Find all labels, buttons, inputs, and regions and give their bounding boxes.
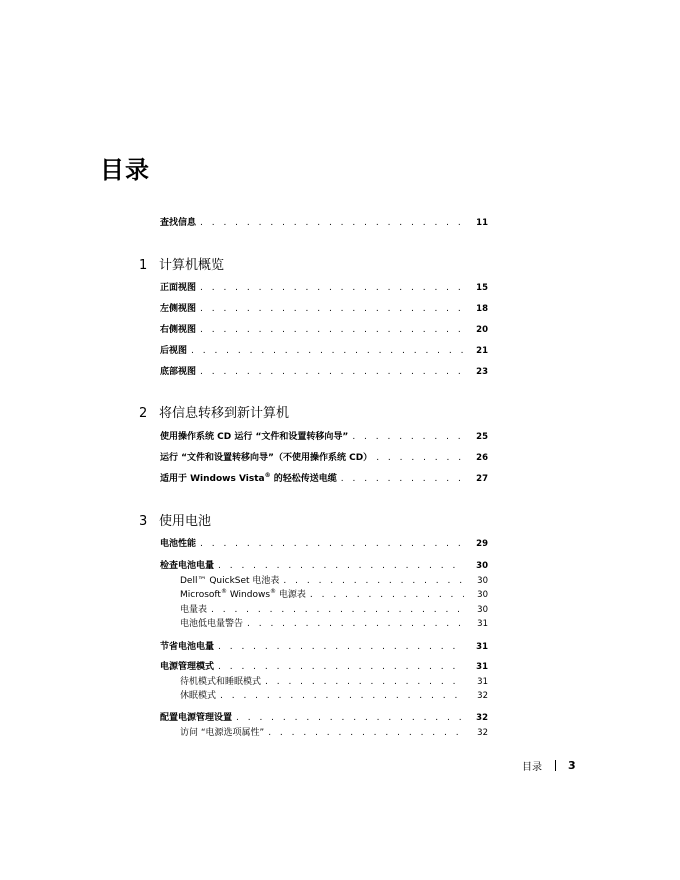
toc-entry[interactable] — [160, 452, 488, 464]
toc-entry-title: 查找信息 — [160, 218, 197, 228]
chapter-number: 1 — [139, 258, 148, 273]
toc-entry[interactable] — [160, 345, 488, 357]
toc-entry-page: 31 — [476, 662, 488, 672]
toc-entry[interactable] — [160, 641, 488, 653]
dot-leader — [218, 560, 464, 572]
toc-entry-title: 待机模式和睡眠模式 — [180, 677, 262, 687]
dot-leader — [376, 452, 464, 464]
dot-leader — [200, 217, 464, 229]
toc-entry-page: 26 — [476, 453, 488, 463]
toc-entry-page: 15 — [476, 283, 488, 293]
toc-entry-page: 18 — [476, 304, 488, 314]
chapter-heading-2[interactable] — [139, 406, 289, 422]
dot-leader — [247, 618, 464, 630]
toc-entry-page: 21 — [476, 346, 488, 356]
toc-entry-page: 30 — [476, 561, 488, 571]
toc-entry-title: 运行 “文件和设置转移向导”（不使用操作系统 CD） — [160, 453, 373, 463]
toc-entry-title: 适用于 Windows Vista® 的轻松传送电缆 — [160, 472, 337, 484]
dot-leader — [200, 324, 464, 336]
toc-entry-title: 电池低电量警告 — [180, 619, 244, 629]
dot-leader — [352, 431, 464, 443]
toc-entry-page: 31 — [477, 677, 488, 687]
toc-subentry[interactable] — [180, 575, 488, 587]
toc-entry-title: 电量表 — [180, 605, 208, 615]
toc-entry-title: 左侧视图 — [160, 304, 197, 314]
footer-page-number: 3 — [568, 759, 576, 772]
toc-entry-title: 休眠模式 — [180, 691, 217, 701]
footer-section-label: 目录 — [522, 762, 542, 773]
toc-entry-page: 30 — [477, 590, 488, 600]
toc-entry-page: 30 — [477, 605, 488, 615]
toc-entry-title: 电池性能 — [160, 539, 197, 549]
toc-entry[interactable] — [160, 560, 488, 572]
page-footer — [522, 758, 576, 773]
toc-subentry[interactable] — [180, 589, 488, 601]
dot-leader — [200, 303, 464, 315]
toc-entry-title: 配置电源管理设置 — [160, 713, 233, 723]
chapter-title: 使用电池 — [159, 514, 212, 529]
toc-entry-title: Microsoft® Windows® 电源表 — [180, 588, 306, 600]
page-title: 目录 — [100, 156, 150, 184]
toc-subentry[interactable] — [180, 618, 488, 630]
footer-divider — [555, 760, 556, 771]
chapter-number: 3 — [139, 514, 148, 529]
toc-subentry[interactable] — [180, 690, 488, 702]
toc-entry-page: 30 — [477, 576, 488, 586]
toc-entry-find-info[interactable] — [160, 217, 488, 229]
toc-entry-title: 访问 “电源选项属性” — [180, 728, 265, 738]
toc-entry-page: 11 — [476, 218, 488, 228]
dot-leader — [191, 345, 464, 357]
toc-entry-title: 右侧视图 — [160, 325, 197, 335]
toc-entry[interactable] — [160, 303, 488, 315]
toc-entry-page: 31 — [476, 642, 488, 652]
dot-leader — [265, 676, 464, 688]
chapter-number: 2 — [139, 406, 148, 421]
dot-leader — [220, 690, 464, 702]
toc-entry[interactable] — [160, 538, 488, 550]
toc-entry[interactable] — [160, 324, 488, 336]
toc-entry-page: 27 — [476, 474, 488, 484]
dot-leader — [341, 473, 464, 485]
toc-entry-page: 32 — [477, 691, 488, 701]
dot-leader — [200, 282, 464, 294]
chapter-title: 计算机概览 — [159, 258, 225, 273]
dot-leader — [283, 575, 464, 587]
toc-entry-page: 29 — [476, 539, 488, 549]
toc-entry-title: 底部视图 — [160, 367, 197, 377]
dot-leader — [211, 604, 464, 616]
toc-entry-title: 正面视图 — [160, 283, 197, 293]
toc-entry-page: 23 — [476, 367, 488, 377]
toc-subentry[interactable] — [180, 676, 488, 688]
toc-entry[interactable] — [160, 473, 488, 485]
toc-entry-page: 31 — [477, 619, 488, 629]
dot-leader — [200, 538, 464, 550]
toc-subentry[interactable] — [180, 604, 488, 616]
chapter-heading-3[interactable] — [139, 514, 211, 530]
toc-entry[interactable] — [160, 431, 488, 443]
dot-leader — [310, 589, 464, 601]
toc-entry[interactable] — [160, 366, 488, 378]
dot-leader — [268, 727, 464, 739]
toc-entry-page: 32 — [477, 728, 488, 738]
toc-entry-page: 32 — [476, 713, 488, 723]
chapter-heading-1[interactable] — [139, 258, 224, 274]
toc-entry[interactable] — [160, 661, 488, 673]
toc-entry-page: 20 — [476, 325, 488, 335]
toc-entry-title: 使用操作系统 CD 运行 “文件和设置转移向导” — [160, 432, 349, 442]
dot-leader — [200, 366, 464, 378]
dot-leader — [218, 661, 464, 673]
toc-entry-page: 25 — [476, 432, 488, 442]
toc-entry-title: 电源管理模式 — [160, 662, 215, 672]
dot-leader — [236, 712, 464, 724]
toc-entry-title: 检查电池电量 — [160, 561, 215, 571]
toc-entry-title: Dell™ QuickSet 电池表 — [180, 576, 280, 586]
toc-entry[interactable] — [160, 282, 488, 294]
chapter-title: 将信息转移到新计算机 — [159, 406, 290, 421]
toc-entry-title: 节省电池电量 — [160, 642, 215, 652]
dot-leader — [218, 641, 464, 653]
toc-entry[interactable] — [160, 712, 488, 724]
toc-subentry[interactable] — [180, 727, 488, 739]
toc-entry-title: 后视图 — [160, 346, 188, 356]
